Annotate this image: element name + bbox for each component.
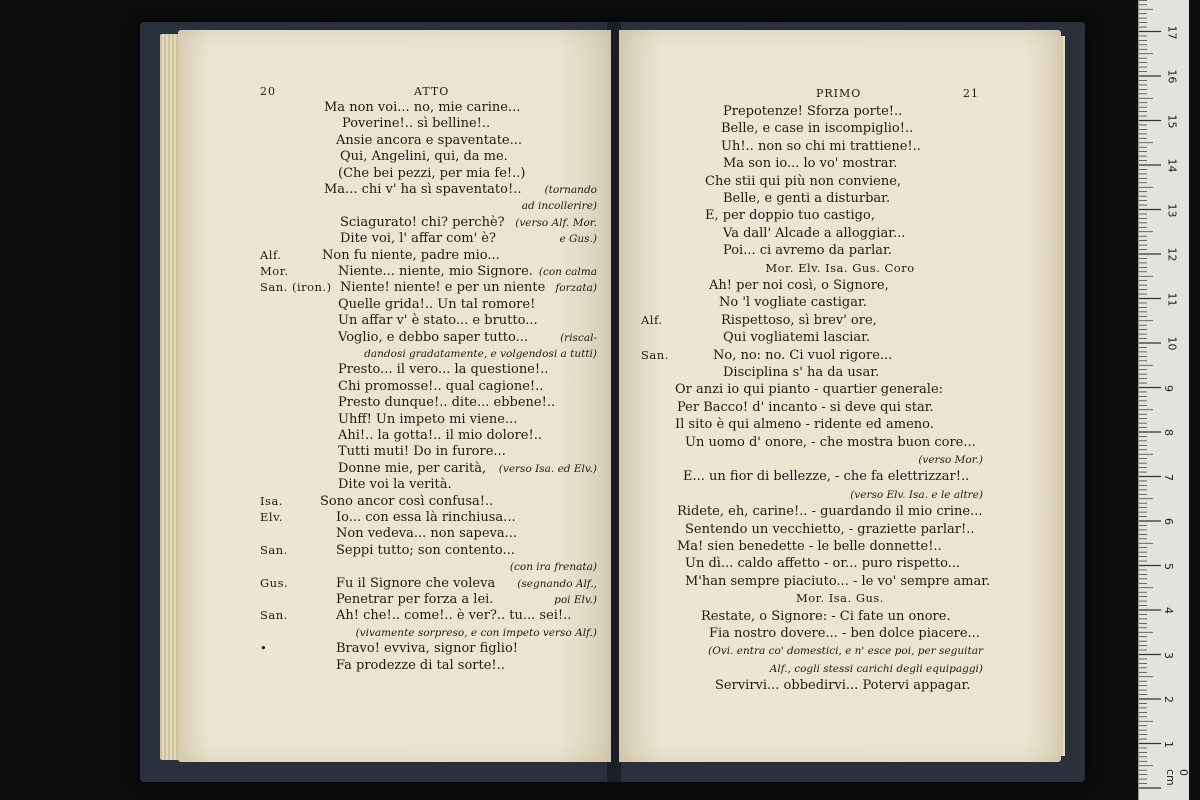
verse-line: Un dì... caldo affetto - or... puro rispetto... — [685, 556, 961, 572]
verse-line: Tutti muti! Do in furore... — [338, 444, 506, 460]
page-number: 21 — [963, 87, 979, 100]
stage-direction: (verso Isa. ed Elv.) — [498, 462, 597, 475]
verse-line: Fu il Signore che voleva — [336, 575, 496, 591]
verse-line: Fia nostro dovere... - ben dolce piacere... — [709, 626, 980, 641]
verse-line: M'han sempre piaciuto... - le vo' sempre amar. — [685, 573, 991, 589]
verse-line: Io... con essa là rinchiusa... — [336, 510, 516, 525]
verse-line: Uhff! Un impeto mi viene... — [338, 411, 518, 427]
page-edges-left — [160, 34, 180, 760]
verse-line: E... un fior di bellezze, - che fa elettrizzar!.. — [683, 469, 970, 485]
verse-line: Un uomo d' onore, - che mostra buon core... — [685, 434, 976, 450]
right-page — [619, 30, 1061, 762]
verse-line: Ma non voi... no, mie carine... — [324, 100, 521, 115]
page-header: ATTO — [414, 85, 450, 98]
verse-line: Rispettoso, sì brev' ore, — [721, 312, 877, 328]
verse-line: Qui, Angelini, qui, da me. — [340, 149, 508, 165]
verse-line: Voglio, e debbo saper tutto... — [338, 329, 529, 345]
verse-line: Disciplina s' ha da usar. — [723, 365, 880, 380]
speaker-label: San. — [260, 608, 288, 623]
verse-line: Sono ancor così confusa!.. — [320, 493, 494, 509]
speaker-label: Mor. — [260, 264, 289, 278]
verse-line: Un affar v' è stato... e brutto... — [338, 313, 538, 329]
measurement-ruler — [1138, 0, 1189, 800]
verse-line: Non vedeva... non sapeva... — [336, 526, 518, 542]
ruler-label: 4 — [1162, 607, 1175, 614]
page-header: PRIMO — [816, 87, 862, 100]
verse-line: Restate, o Signore: - Ci fate un onore. — [701, 608, 951, 624]
verse-line: Niente... niente, mio Signore. — [338, 264, 533, 279]
stage-direction: (Ovi. entra co' domestici, e n' esce poi, per seguitar — [708, 645, 983, 658]
verse-line: Il sito è qui almeno - ridente ed ameno. — [675, 417, 934, 433]
stage-direction: (verso Alf. Mor. — [515, 216, 597, 229]
verse-line: Seppi tutto; son contento... — [336, 542, 515, 558]
ruler-label: 0 cm — [1164, 769, 1190, 786]
ruler-label: 8 — [1162, 429, 1175, 436]
verse-line: Chi promosse!.. qual cagione!.. — [338, 378, 544, 394]
ruler-ticks — [1139, 0, 1189, 800]
ruler-label: 6 — [1162, 518, 1175, 525]
ruler-label: 15 — [1165, 114, 1179, 128]
verse-line: Non fu niente, padre mio... — [322, 247, 500, 263]
verse-line: Dite voi la verità. — [338, 477, 452, 493]
stage-direction: e Gus.) — [559, 233, 597, 246]
page-number: 20 — [260, 85, 276, 98]
verse-line: Poverine!.. sì belline!.. — [342, 116, 491, 132]
left-page — [178, 30, 611, 762]
verse-line: Fa prodezze di tal sorte!.. — [336, 657, 505, 673]
verse-line: Servirvi... obbedirvi... Potervi appagar. — [715, 678, 971, 694]
verse-line: Ah! per noi così, o Signore, — [709, 278, 889, 293]
ruler-label: 9 — [1162, 384, 1175, 392]
verse-line: E, per doppio tuo castigo, — [705, 208, 875, 224]
ruler-label: 7 — [1162, 473, 1175, 481]
verse-line: Presto... il vero... la questione!.. — [338, 362, 549, 378]
verse-line: No, no: no. Ci vuol rigore... — [713, 347, 893, 363]
ruler-label: 3 — [1162, 651, 1175, 659]
ruler-label: 1 — [1162, 740, 1175, 748]
ruler-label: 5 — [1162, 562, 1175, 570]
verse-line: Ansie ancora e spaventate... — [336, 132, 523, 148]
ruler-label: 16 — [1165, 69, 1179, 84]
ruler-label: 14 — [1165, 158, 1179, 173]
verse-line: Bravo! evviva, signor figlio! — [336, 641, 518, 657]
verse-line: Va dall' Alcade a alloggiar... — [723, 225, 906, 241]
speaker-label: Alf. — [641, 312, 663, 327]
verse-line: Ma son io... lo vo' mostrar. — [723, 156, 898, 172]
verse-line: Ahi!.. la gotta!.. il mio dolore!.. — [338, 428, 542, 443]
speaker-label: Isa. — [260, 493, 283, 508]
scene-heading: Mor. Elv. Isa. Gus. Coro — [765, 260, 915, 275]
verse-line: Qui vogliatemi lasciar. — [723, 330, 871, 346]
stage-direction: forzata) — [555, 282, 597, 295]
verse-line: Or anzi io qui pianto - quartier generale: — [675, 382, 944, 398]
speaker-label: San. (iron.) — [260, 280, 332, 295]
stage-direction: (segnando Alf., — [517, 577, 597, 590]
verse-line: Penetrar per forza a lei. — [336, 592, 494, 607]
verse-line: Ma! sien benedette - le belle donnette!.. — [677, 539, 942, 554]
speaker-label: San. — [641, 347, 669, 362]
verse-line: Belle, e genti a disturbar. — [723, 191, 891, 206]
verse-line: Sciagurato! chi? perchè? — [340, 214, 505, 230]
verse-line: Uh!.. non so chi mi trattiene!.. — [721, 138, 921, 154]
speaker-label: Alf. — [260, 247, 282, 262]
speaker-label: Gus. — [260, 575, 289, 590]
verse-line: Belle, e case in iscompiglio!.. — [721, 121, 914, 137]
stage-direction: (verso Mor.) — [918, 454, 983, 466]
speaker-label: • — [260, 641, 268, 656]
verse-line: Sentendo un vecchietto, - graziette parlar!.. — [685, 521, 975, 537]
verse-line: No 'l vogliate castigar. — [719, 295, 867, 311]
verse-line: Dite voi, l' affar com' è? — [340, 231, 496, 247]
verse-line: Quelle grida!.. Un tal romore! — [338, 296, 536, 312]
stage-direction: ad incollerire) — [521, 200, 597, 213]
verse-line: Ridete, eh, carine!.. - guardando il mio crine... — [677, 504, 983, 520]
ruler-label: 11 — [1165, 292, 1179, 306]
verse-line: Niente! niente! e per un niente — [340, 280, 546, 296]
stage-direction: poi Elv.) — [554, 594, 597, 606]
verse-line: Per Bacco! d' incanto - si deve qui star. — [677, 399, 934, 415]
verse-line: Presto dunque!.. dite... ebbene!.. — [338, 395, 556, 411]
stage-direction: (verso Elv. Isa. e le altre) — [850, 488, 983, 501]
verse-line: Donne mie, per carità, — [338, 460, 487, 476]
verse-line: Ma... chi v' ha sì spaventato!.. — [324, 182, 522, 197]
verse-line: (Che bei pezzi, per mia fe!..) — [338, 165, 526, 181]
ruler-label: 17 — [1165, 25, 1179, 39]
stage-direction: (riscal- — [560, 331, 597, 344]
stage-direction: dandosi gradatamente, e volgendosi a tutti) — [364, 348, 597, 360]
verse-line: Ah! che!.. come!.. è ver?.. tu... sei!.. — [336, 608, 572, 624]
ruler-label: 13 — [1165, 203, 1179, 217]
ruler-label: 2 — [1162, 696, 1175, 703]
stage-direction: Alf., cogli stessi carichi degli equipaggi) — [769, 662, 983, 675]
ruler-label: 10 — [1165, 336, 1179, 351]
verse-line: Poi... ci avremo da parlar. — [723, 243, 892, 259]
stage-direction: (con ira frenata) — [509, 561, 597, 574]
stage-direction: (tornando — [544, 184, 597, 196]
stage-direction: (con calma — [538, 266, 597, 278]
verse-line: Che stii qui più non conviene, — [705, 173, 902, 189]
scene-heading: Mor. Isa. Gus. — [795, 591, 884, 606]
speaker-label: San. — [260, 542, 288, 557]
speaker-label: Elv. — [260, 510, 283, 524]
stage-direction: (vivamente sorpreso, e con impeto verso Alf.) — [355, 626, 597, 639]
verse-line: Prepotenze! Sforza porte!.. — [723, 104, 903, 119]
ruler-label: 12 — [1165, 247, 1179, 262]
